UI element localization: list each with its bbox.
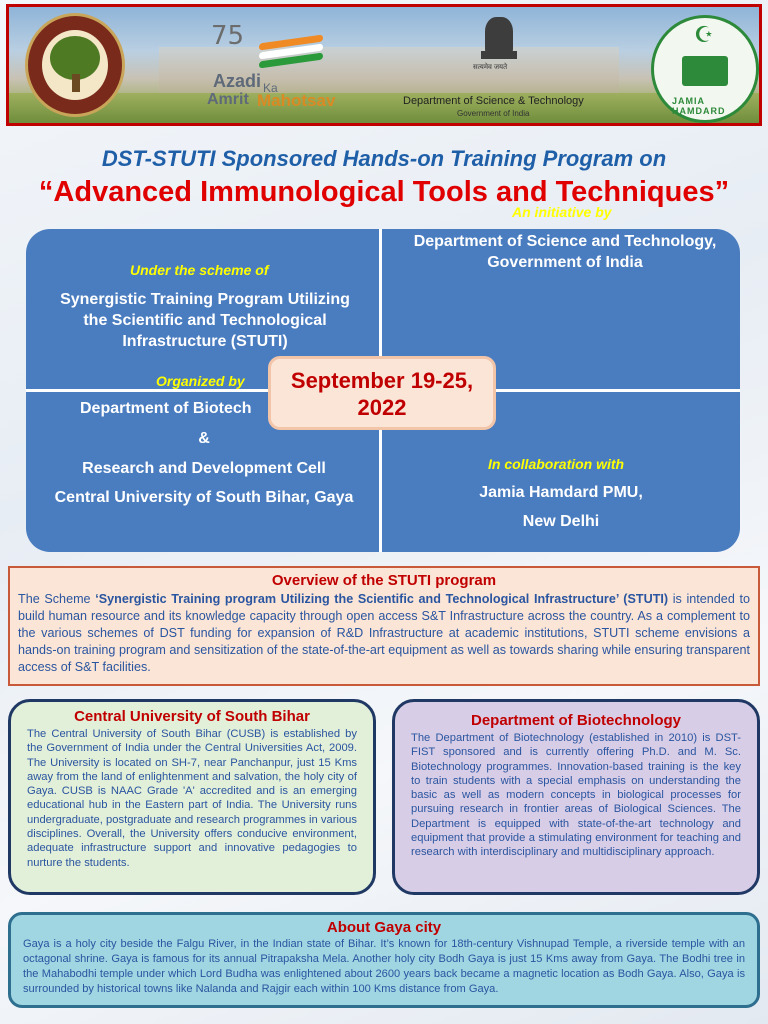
collaboration-line-2: New Delhi (522, 513, 600, 530)
biotech-panel (392, 699, 760, 895)
initiative-label: An initiative by (512, 204, 612, 220)
scheme-line-2: the Scientific and Technological (83, 312, 327, 329)
overview-text-body: is intended to build human resource and its knowledge capacity through open access S&T Infrastructure across the country. As a complement to the various schemes of DST funding for expansion of R&D Infrastructure at academic institutions, STUTI scheme envisions a hands-on training program and sensitization of the state-of-the-art equipment as well as towards sharing while ensuring transparent access of S&T facilities. (18, 592, 750, 674)
date-line-1: September 19-25, (290, 368, 474, 393)
emblem-motto: सत्यमेव जयते (473, 64, 508, 71)
organizer-line-1: Department of Biotech (80, 400, 252, 417)
overview-text (18, 591, 750, 676)
biotech-text: The Department of Biotechnology (established in 2010) is DST-FIST sponsored and is currently offering Ph.D. and M. Sc. Biotechnology programmes. Innovation-based training is the key to train students with a special emphasis on understanding the basic as well as modern concepts in biological processes for pursuing research in frontier areas of Biological Sciences. The Department is equipped with state-of-the-art technology and equipment that provide a stimulating environment for teaching and research with interdisciplinary and multidisciplinary approach. (411, 732, 741, 859)
date-line-2: 2022 (357, 395, 407, 420)
biotech-title: Department of Biotechnology (470, 712, 681, 729)
azadi-ka-amrit-mahotsav-logo (205, 19, 345, 119)
logo-mahotsav: Mahotsav (257, 91, 336, 110)
gaya-title: About Gaya city (326, 919, 442, 936)
dst-name: Department of Science & Technology (403, 95, 584, 107)
initiative-line-2: Government of India (487, 254, 643, 271)
jamia-hamdard-logo (651, 15, 759, 123)
overview-panel (8, 566, 760, 686)
collaboration-line-1: Jamia Hamdard PMU, (479, 484, 643, 501)
overview-text-intro: The Scheme (18, 592, 96, 606)
logo-azadi: Azadi (213, 71, 262, 91)
header-banner (6, 4, 762, 126)
collaboration-label: In collaboration with (488, 456, 625, 472)
book-icon (682, 56, 728, 86)
overview-scheme-name: ‘Synergistic Training program Utilizing the Scientific and Technological Infrastructure’ (STUTI) (95, 592, 669, 606)
crescent-star-icon: ☪ (694, 22, 714, 47)
cusb-panel (8, 699, 376, 895)
national-emblem-icon (473, 17, 521, 71)
scheme-text (40, 289, 370, 352)
cusb-text: The Central University of South Bihar (CUSB) is established by the Government of India under the Central Universities Act, 2009. The University is located on SH-7, near Panchanpur, just 15 Kms away from the land of enlightenment and salvation, the holy city of Gaya. CUSB is NAAC Grade 'A' accredited and is an emerging educational hub in the Eastern part of India. The University runs undergraduate, postgraduate and research programmes in various disciplines. Overall, the University offers conducive environment, adequate infrastructure support and innovative pedagogies to nurture the students. (27, 728, 357, 869)
organized-label: Organized by (156, 373, 245, 389)
cusb-logo (25, 13, 125, 117)
jamia-logo-text: JAMIA HAMDARD (672, 96, 726, 116)
program-title: “Advanced Immunological Tools and Techniques” (38, 176, 730, 208)
gaya-panel (8, 912, 760, 1008)
program-subtitle: DST-STUTI Sponsored Hands-on Training Program on (101, 146, 667, 171)
initiative-text (384, 231, 746, 273)
gaya-text: Gaya is a holy city beside the Falgu River, in the Indian state of Bihar. It’s known for 18th-century Vishnupad Temple, a riverside temple with an octagonal shrine. Gaya is famous for its annual Pitrapaksha Mela. Another holy city Bodh Gaya is just 15 Kms away from Gaya. The Bodhi tree in the Mahabodhi temple under which Lord Budha was enlightened about 2600 years back became a magnetic location as Bodh Gaya. Also, Gaya is surrounded by historical towns like Nalanda and Rajgir each within 100 Kms distance from Gaya. (23, 938, 745, 995)
scheme-line-3: Infrastructure (STUTI) (122, 333, 288, 350)
initiative-line-1: Department of Science and Technology, (413, 233, 717, 250)
organizer-amp: & (198, 430, 210, 447)
scheme-label: Under the scheme of (130, 262, 269, 278)
organizer-line-3: Central University of South Bihar, Gaya (54, 489, 354, 506)
cusb-title: Central University of South Bihar (74, 708, 310, 725)
logo-number: 75 (211, 21, 245, 51)
overview-title: Overview of the STUTI program (271, 572, 497, 589)
logo-ka: Ka (263, 81, 278, 95)
program-date (268, 356, 496, 430)
logo-amrit: Amrit (207, 91, 249, 108)
dst-subtitle: Government of India (457, 109, 530, 118)
organizer-line-2: Research and Development Cell (82, 460, 326, 477)
scheme-line-1: Synergistic Training Program Utilizing (60, 291, 350, 308)
campus-lawn-image (9, 93, 759, 123)
